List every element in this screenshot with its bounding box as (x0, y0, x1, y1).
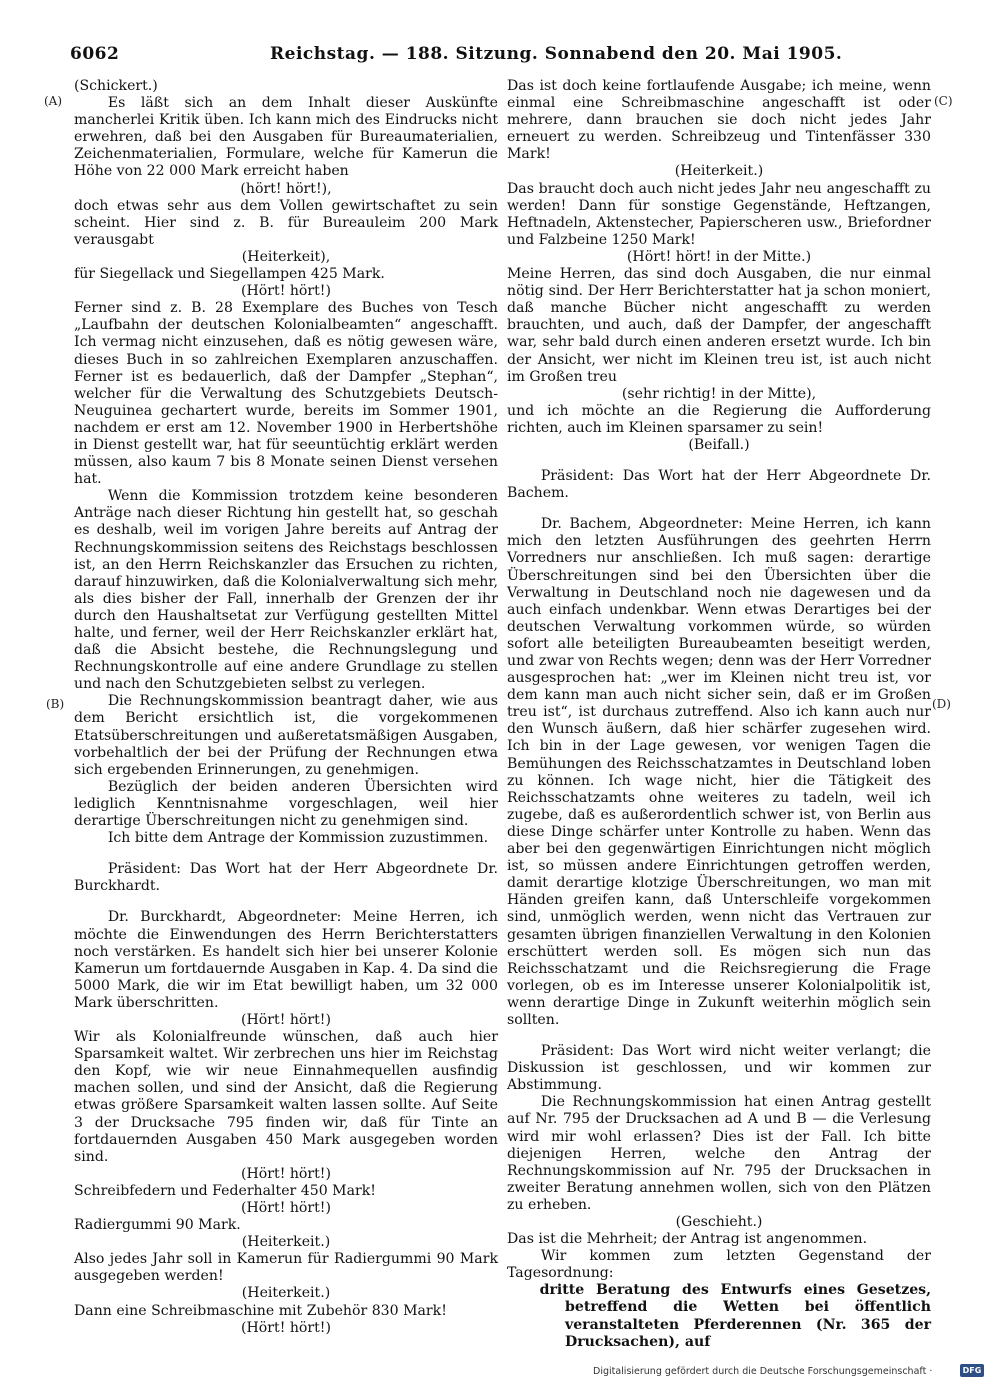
paragraph: (hört! hört!), (240, 180, 332, 197)
paragraph: Das braucht doch auch nicht jedes Jahr neu angeschafft zu werden! Dann für sonstige Gegenstände, Heftzangen, Heftnadeln, Aktenstecher, Papierscheren usw., Briefordner und Falzbeine 1250 Mark! (507, 180, 931, 248)
digitization-credit: Digitalisierung gefördert durch die Deutsche Forschungsgemeinschaft · (593, 1366, 933, 1377)
paragraph: dritte Beratung des Entwurfs eines Gesetzes, betreffend die Wetten bei öffentlich veranstalteten Pferderennen (Nr. 365 der Drucksachen), auf (539, 1282, 931, 1350)
paragraph: Radiergummi 90 Mark. (74, 1217, 241, 1234)
paragraph: (Heiterkeit.) (241, 1285, 331, 1302)
left-text-column (74, 78, 498, 1337)
dfg-logo: DFG (960, 1364, 984, 1377)
paragraph: und ich möchte an die Regierung die Aufforderung richten, auch im Kleinen sparsamer zu sein! (507, 402, 931, 436)
paragraph: (Hört! hört!) (241, 1165, 331, 1182)
margin-marker-c: (C) (934, 94, 953, 108)
paragraph: Ferner sind z. B. 28 Exemplare des Buches von Tesch „Laufbahn der deutschen Kolonialbeamten“ angeschafft. Ich vermag nicht einzusehen, daß es nötig gewesen wäre, dieses Buch in so zahlreichen Exemplaren anzuschaffen. Ferner ist es bedauerlich, daß der Dampfer „Stephan“, welcher für die Verwaltung des Schutzgebiets Deutsch-Neuguinea gechartert wurde, bereits im Sommer 1901, nachdem er erst am 12. November 1900 in Herbertshöhe in Dienst gestellt war, hat für seeuntüchtig erklärt werden müssen, also kaum 7 bis 8 Monate seinen Dienst versehen hat. (74, 300, 498, 488)
paragraph: (sehr richtig! in der Mitte), (621, 385, 817, 402)
paragraph: Es läßt sich an dem Inhalt dieser Auskünfte mancherlei Kritik üben. Ich kann mich des Eindrucks nicht erwehren, daß bei den Ausgaben für Bureaumaterialien, Zeichenmaterialien, Formulare, welche für Kamerun die Höhe von 22 000 Mark erreicht haben (74, 95, 498, 180)
paragraph: (Hört! hört!) (241, 1319, 331, 1336)
paragraph: (Schickert.) (74, 78, 158, 94)
paragraph: Präsident: Das Wort wird nicht weiter verlangt; die Diskussion ist geschlossen, und wir kommen zur Abstimmung. (507, 1043, 931, 1094)
paragraph: doch etwas sehr aus dem Vollen gewirtschaftet zu sein scheint. Hier sind z. B. für Bureauleim 200 Mark verausgabt (74, 197, 498, 248)
paragraph: Meine Herren, das sind doch Ausgaben, die nur einmal nötig sind. Der Herr Berichterstatter hat ja schon moniert, daß manche Bücher nicht angeschafft zu werden brauchten, und auch, daß der Dampfer, der angeschafft war, sehr bald durch einen anderen ersetzt wurde. Ich bin der Ansicht, wer nicht im Kleinen treu ist, ist auch nicht im Großen treu (507, 266, 931, 385)
paragraph: Dann eine Schreibmaschine mit Zubehör 830 Mark! (74, 1302, 447, 1319)
paragraph: Die Rechnungskommission hat einen Antrag gestellt auf Nr. 795 der Drucksachen ad A und B — die Verlesung wird mir wohl erlassen? Dies ist der Fall. Ich bitte diejenigen Herren, welche den Antrag der Rechnungskommission auf Nr. 795 der Drucksachen in zweiter Beratung annehmen wollen, sich von den Plätzen zu erheben. (507, 1094, 931, 1213)
paragraph: für Siegellack und Siegellampen 425 Mark. (74, 266, 385, 283)
paragraph: Präsident: Das Wort hat der Herr Abgeordnete Dr. Burckhardt. (74, 861, 498, 895)
paragraph: (Beifall.) (688, 436, 750, 453)
paragraph: Also jedes Jahr soll in Kamerun für Radiergummi 90 Mark ausgegeben werden! (74, 1251, 498, 1285)
paragraph: Dr. Burckhardt, Abgeordneter: Meine Herren, ich möchte die Einwendungen des Herrn Berichterstatters noch verstärken. Es handelt sich hier bei unserer Kolonie Kamerun um fortdauernde Ausgaben in Kap. 4. Da sind die 5000 Mark, die wir im Etat bewilligt haben, um 32 000 Mark überschritten. (74, 909, 498, 1011)
margin-marker-b: (B) (46, 697, 65, 711)
paragraph: Das ist doch keine fortlaufende Ausgabe; ich meine, wenn einmal eine Schreibmaschine angeschafft ist oder mehrere, dann brauchen sie doch nicht jedes Jahr erneuert zu werden. Schreibzeug und Tintenfässer 330 Mark! (507, 78, 931, 163)
running-title: Reichstag. — 188. Sitzung. Sonnabend den 20. Mai 1905. (270, 44, 843, 64)
paragraph: Dr. Bachem, Abgeordneter: Meine Herren, ich kann mich den letzten Ausführungen des geehrten Herrn Vorredners nur anschließen. Ich muß sagen: derartige Überschreitungen sind bei den Übersichten über die Verwaltung in Deutschland noch nie dagewesen und da auch einfach undenkbar. Wenn etwas Derartiges bei der deutschen Verwaltung vorkommen würde, so würden sofort alle beteiligten Bureaubeamten beseitigt werden, und zwar von Rechts wegen; denn was der Herr Vorredner ausgesprochen hat: „wer im Kleinen nicht treu ist, vor dem kann man auch nicht sicher sein, daß er im Großen treu ist“, ist durchaus zutreffend. Also ich kann auch nur den Wunsch äußern, daß hier schärfer zugesehen wird. Ich bin in der Lage gewesen, vor wenigen Tagen die Bemühungen des Reichsschatzamtes in Deutschland loben zu können. Ich wage nicht, hier die Tätigkeit des Reichsschatzamts ohne weiteres zu tadeln, weil ich zugebe, daß es außerordentlich schwer ist, von Berlin aus diese Dinge schärfer unter Kontrolle zu haben. Wenn das aber bei den gegenwärtigen Einrichtungen nicht möglich ist, so müssen andere Einrichtungen getroffen werden, damit derartige klotzige Überschreitungen, wo man mit Händen greifen kann, daß Unterschleife vorgekommen sind, unmöglich werden, wenn nicht das Vertrauen zur gesamten übrigen finanziellen Verwaltung in den Kolonien erschüttert werden soll. Es mögen sich nun das Reichsschatzamt und die Reichsregierung die Frage vorlegen, ob es im Interesse unserer Kolonialpolitik ist, wenn derartige Dinge in Zukunft weiterhin möglich sein sollten. (507, 516, 931, 1028)
paragraph: Das ist die Mehrheit; der Antrag ist angenommen. (507, 1231, 868, 1248)
paragraph: Wir kommen zum letzten Gegenstand der Tagesordnung: (507, 1248, 931, 1282)
paragraph: (Heiterkeit.) (241, 1234, 331, 1251)
paragraph: (Hört! hört!) (241, 1200, 331, 1216)
paragraph: (Hört! hört! in der Mitte.) (626, 248, 812, 265)
paragraph: Schreibfedern und Federhalter 450 Mark! (74, 1182, 376, 1199)
paragraph: (Heiterkeit.) (674, 163, 764, 180)
right-text-column (507, 78, 931, 1351)
paragraph: Bezüglich der beiden anderen Übersichten wird lediglich Kenntnisnahme vorgeschlagen, weil hier derartige Überschreitungen nicht zu genehmigen sind. (74, 778, 498, 830)
paragraph: (Hört! hört!) (241, 1011, 331, 1028)
paragraph: Wenn die Kommission trotzdem keine besonderen Anträge nach dieser Richtung hin gestellt hat, so geschah es deshalb, weil im vorigen Jahre bereits auf Antrag der Rechnungskommission seitens des Reichstags beschlossen ist, an den Herrn Reichskanzler das Ersuchen zu richten, darauf hinzuwirken, daß die Kolonialverwaltung sich mehr, als dies bisher der Fall, innerhalb der Grenzen der ihr durch den Haushaltsetat zur Verfügung gestellten Mittel halte, und ferner, weil der Herr Reichskanzler erklärt hat, daß die Absicht bestehe, die Rechnungslegung und Rechnungskontrolle auf eine andere Grundlage zu stellen und nach den Schutzgebieten selbst zu verlegen. (74, 488, 498, 693)
paragraph: Die Rechnungskommission beantragt daher, wie aus dem Bericht ersichtlich ist, die vorgekommenen Etatsüberschreitungen und außeretatsmäßigen Ausgaben, vorbehaltlich der bei der Prüfung der Rechnungen etwa sich ergebenden Erinnerungen, zu genehmigen. (74, 693, 498, 778)
paragraph: Präsident: Das Wort hat der Herr Abgeordnete Dr. Bachem. (507, 468, 931, 502)
paragraph: (Heiterkeit), (241, 248, 331, 265)
margin-marker-d: (D) (932, 697, 951, 711)
margin-marker-a: (A) (44, 94, 63, 108)
paragraph: Ich bitte dem Antrage der Kommission zuzustimmen. (107, 830, 489, 847)
page-header (70, 44, 930, 70)
paragraph: Wir als Kolonialfreunde wünschen, daß auch hier Sparsamkeit waltet. Wir zerbrechen uns hier im Reichstag den Kopf, wie wir neue Einnahmequellen ausfindig machen sollen, und sind der Ansicht, daß die Regierung etwas größere Sparsamkeit walten lassen sollte. Auf Seite 3 der Drucksache 795 finden wir, daß für Tinte an fortdauernden Ausgaben 450 Mark ausgegeben worden sind. (74, 1029, 498, 1165)
page-number: 6062 (70, 44, 120, 64)
paragraph: (Hört! hört!) (241, 283, 331, 300)
paragraph: (Geschieht.) (675, 1214, 763, 1230)
